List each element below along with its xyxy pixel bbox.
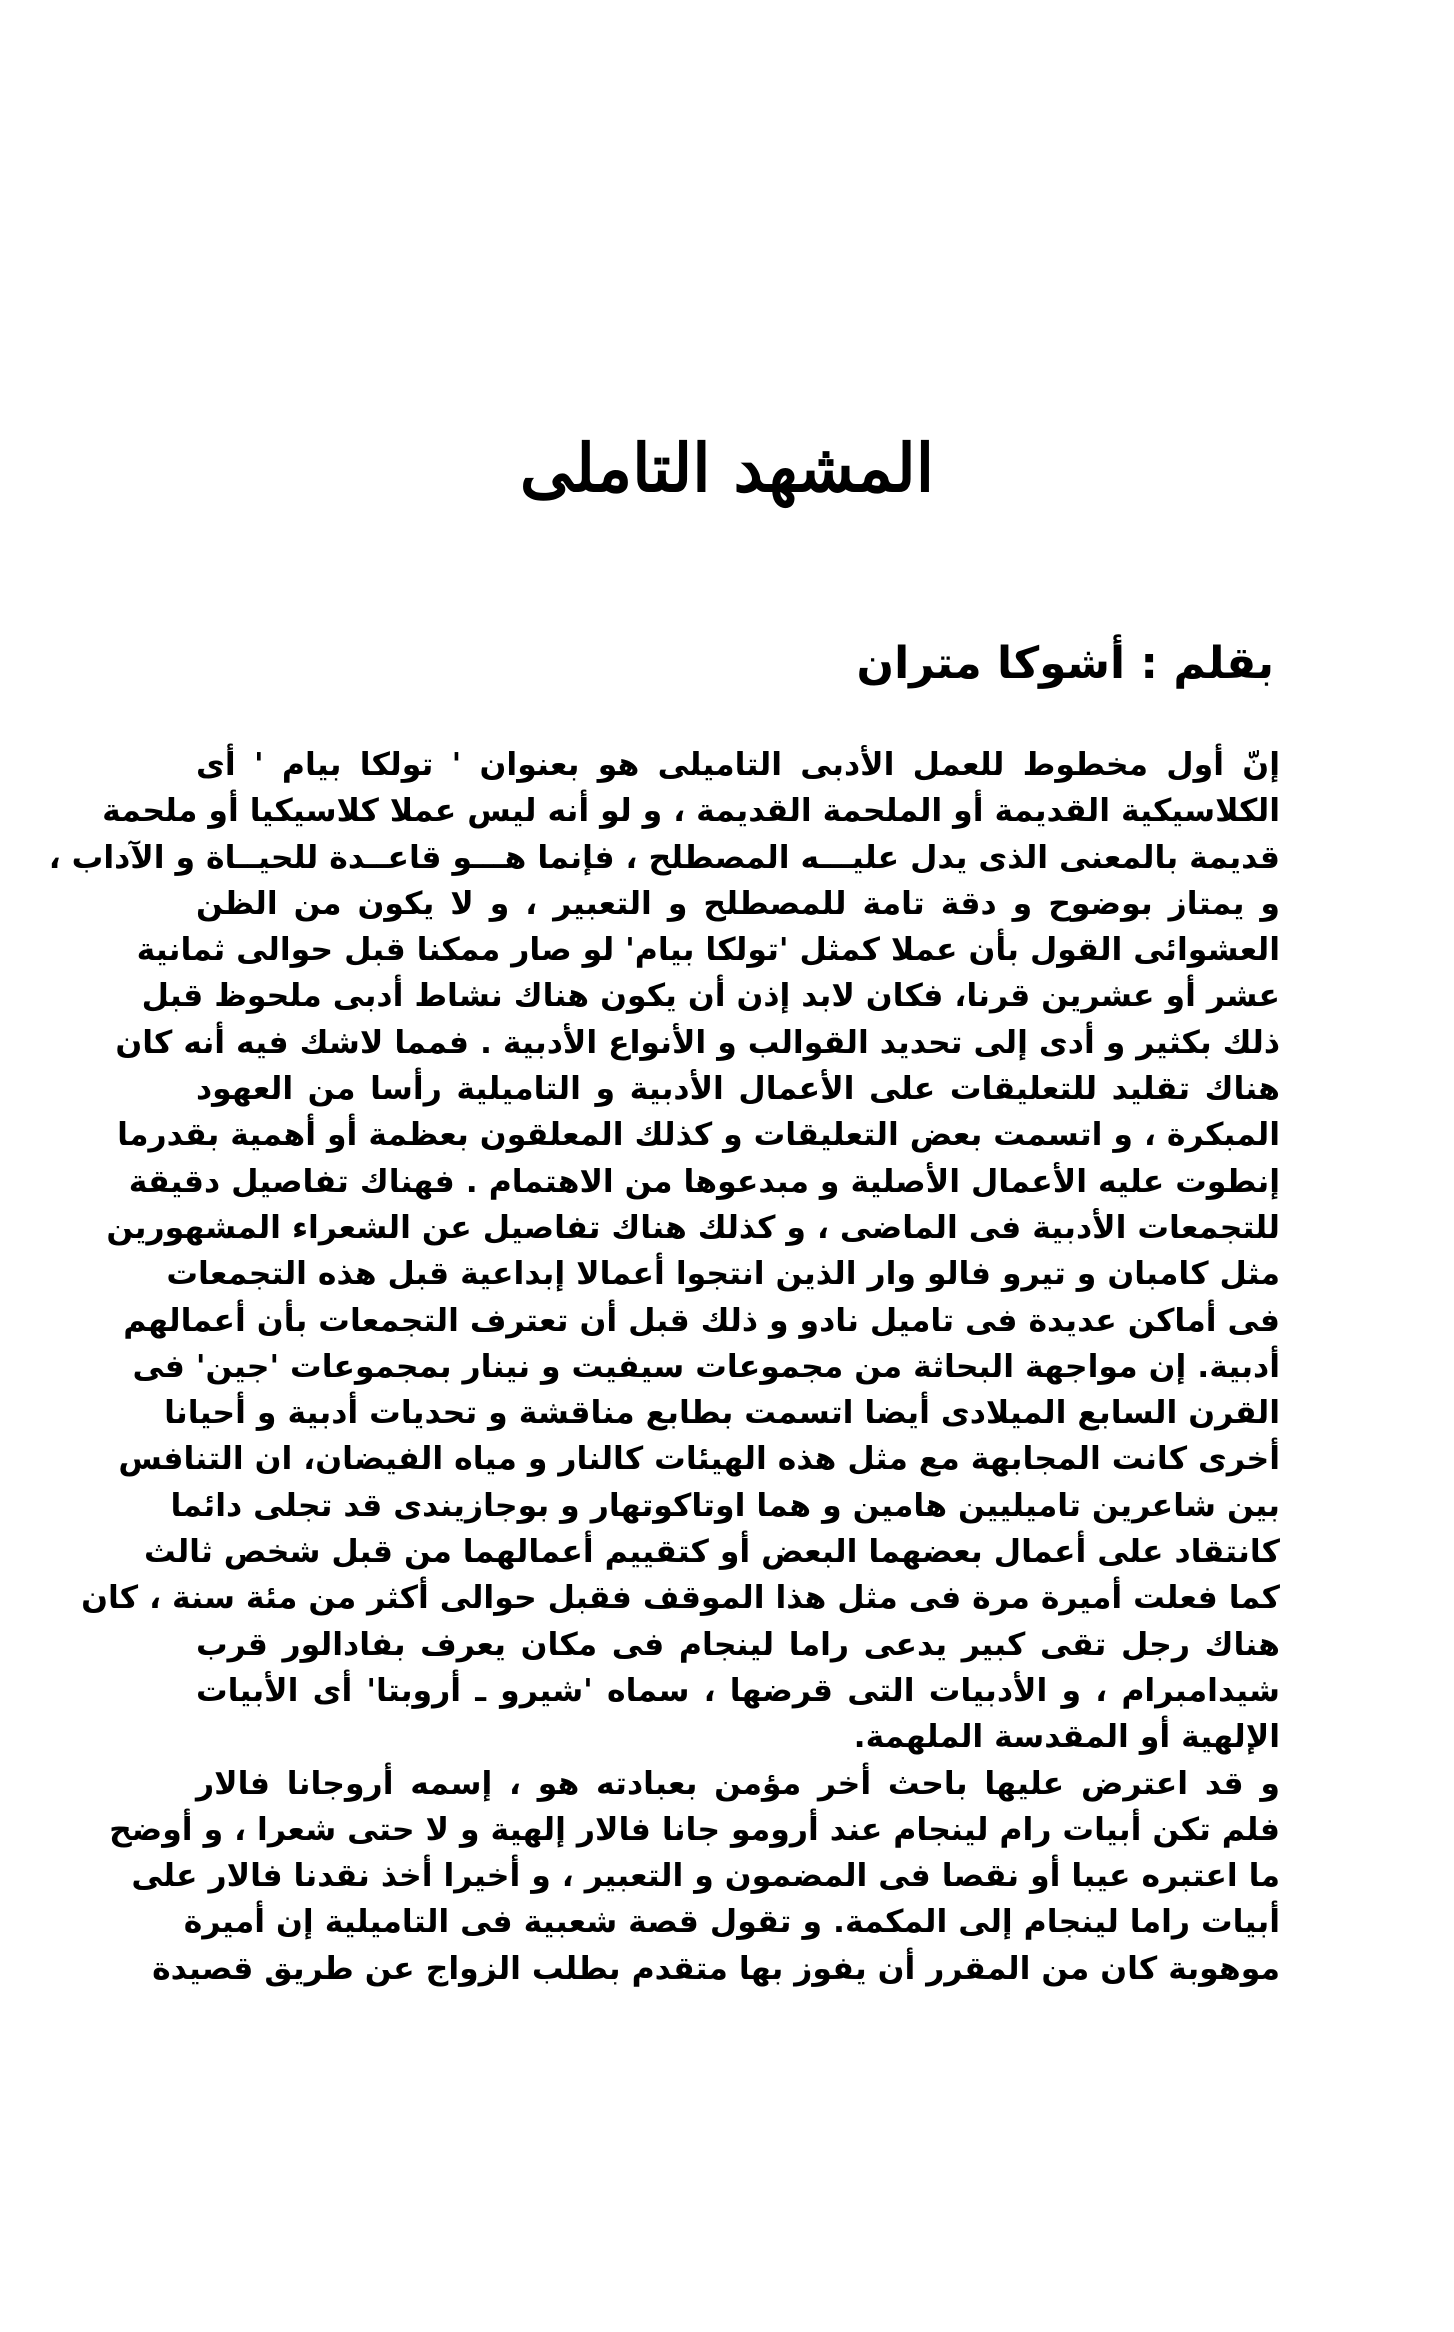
body-line: إنّ أول مخطوط للعمل الأدبى التاميلى هو بعنوان ' تولكا بيام ' أى — [196, 747, 1280, 783]
body-line: و يمتاز بوضوح و دقة تامة للمصطلح و التعبير ، و لا يكون من الظن — [196, 885, 1280, 922]
body-line: للتجمعات الأدبية فى الماضى ، و كذلك هناك تفاصيل عن الشعراء المشهورين — [106, 1209, 1280, 1246]
body-line: إنطوت عليه الأعمال الأصلية و مبدعوها من الاهتمام . فهناك تفاصيل دقيقة — [128, 1163, 1280, 1200]
body-line: الكلاسيكية القديمة أو الملحمة القديمة ، و لو أنه ليس عملا كلاسيكيا أو ملحمة — [102, 793, 1280, 830]
body-line: شيدامبرام ، و الأدبيات التى قرضها ، سماه 'شيرو ـ أروبتا' أى الأبيات — [196, 1672, 1280, 1709]
body-line: بين شاعرين تاميليين هامين و هما اوتاكوتهار و بوجازيندى قد تجلى دائما — [170, 1487, 1280, 1524]
article-title: المشهد التاملى — [519, 429, 935, 507]
body-line: العشوائى القول بأن عملا كمثل 'تولكا بيام' لو صار ممكنا قبل حوالى ثمانية — [136, 932, 1280, 969]
body-line: أدبية. إن مواجهة البحاثة من مجموعات سيفيت و نينار بمجموعات 'جين' فى — [132, 1348, 1280, 1385]
body-line: أخرى كانت المجابهة مع مثل هذه الهيئات كالنار و مياه الفيضان، ان التنافس — [118, 1441, 1280, 1478]
body-line: فى أماكن عديدة فى تاميل نادو و ذلك قبل أن تعترف التجمعات بأن أعمالهم — [123, 1302, 1280, 1339]
article-body — [48, 742, 1280, 2142]
body-line: و قد اعترض عليها باحث أخر مؤمن بعبادته هو ، إسمه أروجانا فالار — [196, 1765, 1280, 1802]
article-byline: بقلم : أشوكا متران — [856, 638, 1274, 689]
body-line: المبكرة ، و اتسمت بعض التعليقات و كذلك المعلقون بعظمة أو أهمية بقدرما — [117, 1117, 1280, 1154]
body-line: أبيات راما لينجام إلى المكمة. و تقول قصة شعبية فى التاميلية إن أميرة — [183, 1904, 1280, 1941]
body-line: عشر أو عشرين قرنا، فكان لابد إذن أن يكون هناك نشاط أدبى ملحوظ قبل — [141, 978, 1280, 1015]
body-line: كانتقاد على أعمال بعضهما البعض أو كتقييم أعمالهما من قبل شخص ثالث — [144, 1534, 1280, 1571]
body-line: ذلك بكثير و أدى إلى تحديد القوالب و الأنواع الأدبية . فمما لاشك فيه أنه كان — [115, 1024, 1280, 1061]
body-line: قديمة بالمعنى الذى يدل عليـــه المصطلح ، فإنما هـــو قاعــدة للحيــاة و الآداب ، — [48, 839, 1280, 876]
body-line: ما اعتبره عيبا أو نقصا فى المضمون و التعبير ، و أخيرا أخذ نقدنا فالار على — [131, 1858, 1280, 1895]
body-line: هناك رجل تقى كبير يدعى راما لينجام فى مكان يعرف بفادالور قرب — [196, 1626, 1280, 1663]
body-line: هناك تقليد للتعليقات على الأعمال الأدبية و التاميلية رأسا من العهود — [196, 1071, 1280, 1108]
body-line: كما فعلت أميرة مرة فى مثل هذا الموقف فقبل حوالى أكثر من مئة سنة ، كان — [81, 1580, 1280, 1617]
body-line: الإلهية أو المقدسة الملهمة. — [853, 1719, 1280, 1756]
body-line: موهوبة كان من المقرر أن يفوز بها متقدم بطلب الزواج عن طريق قصيدة — [152, 1950, 1280, 1987]
body-line: مثل كامبان و تيرو فالو وار الذين انتجوا أعمالا إبداعية قبل هذه التجمعات — [166, 1256, 1280, 1293]
body-line: فلم تكن أبيات رام لينجام عند أرومو جانا فالار إلهية و لا حتى شعرا ، و أوضح — [109, 1811, 1280, 1848]
body-line: القرن السابع الميلادى أيضا اتسمت بطابع مناقشة و تحديات أدبية و أحيانا — [164, 1395, 1280, 1432]
